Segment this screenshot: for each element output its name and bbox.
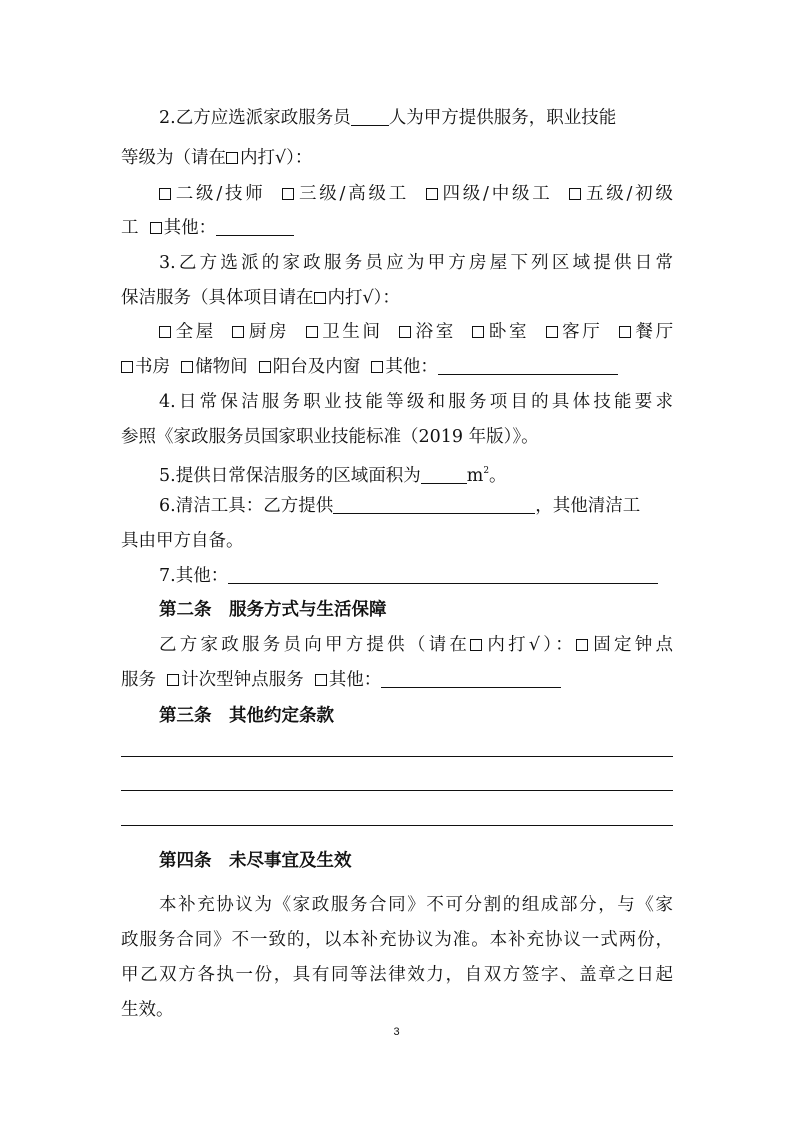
- checkbox-study[interactable]: [121, 361, 133, 373]
- item6-line2: 具由甲方自备。: [121, 531, 244, 551]
- article3-heading: 第三条 其他约定条款: [159, 706, 334, 726]
- item4-line1: 4.日常保洁服务职业技能等级和服务项目的具体技能要求: [159, 392, 673, 412]
- checkbox-restroom[interactable]: [306, 326, 318, 338]
- item2-line1: 2.乙方应选派家政服务员 人为甲方提供服务，职业技能: [159, 108, 617, 128]
- checkbox-balcony[interactable]: [259, 361, 271, 373]
- article2-line1: 乙方家政服务员向甲方提供（请在 内打√）： 固定钟点: [159, 635, 673, 655]
- checkbox-service-other[interactable]: [315, 674, 327, 686]
- checkbox-level3[interactable]: [282, 188, 294, 200]
- checkbox-icon: [470, 639, 482, 651]
- checkbox-fixed-hourly[interactable]: [576, 639, 588, 651]
- checkbox-icon: [226, 152, 238, 164]
- article2-line2: 服务 计次型钟点服务 其他：: [121, 668, 673, 692]
- staff-count-blank[interactable]: [351, 107, 389, 126]
- checkbox-bedroom[interactable]: [472, 326, 484, 338]
- checkbox-living-room[interactable]: [546, 326, 558, 338]
- checkbox-level5[interactable]: [569, 188, 581, 200]
- checkbox-kitchen[interactable]: [232, 326, 244, 338]
- terms-line-2[interactable]: [121, 790, 673, 791]
- terms-line-3[interactable]: [121, 825, 673, 826]
- area-options-row1: 全屋 厨房 卫生间 浴室 卧室 客厅 餐厅: [159, 320, 673, 344]
- checkbox-dining-room[interactable]: [619, 326, 631, 338]
- page-number: 3: [393, 1026, 400, 1038]
- checkbox-level4[interactable]: [426, 188, 438, 200]
- item7-line: 7.其他：: [159, 564, 673, 588]
- tools-blank[interactable]: [333, 495, 535, 514]
- article4-line3: 甲乙双方各执一份，具有同等法律效力，自双方签字、盖章之日起: [121, 965, 673, 985]
- checkbox-whole-house[interactable]: [159, 326, 171, 338]
- checkbox-bathroom[interactable]: [399, 326, 411, 338]
- article4-line2: 政服务合同》不一致的，以本补充协议为准。本补充协议一式两份，: [121, 930, 673, 950]
- area-size-blank[interactable]: [421, 465, 467, 484]
- checkbox-icon: [314, 292, 326, 304]
- item4-line2: 参照《家政服务员国家职业技能标准（2019 年版）》。: [121, 427, 539, 447]
- article2-heading: 第二条 服务方式与生活保障: [159, 600, 387, 620]
- checkbox-level-other[interactable]: [150, 222, 162, 234]
- item3-line1: 3.乙方选派的家政服务员应为甲方房屋下列区域提供日常: [159, 253, 673, 273]
- skill-level-options: 二级/技师 三级/高级工 四级/中级工 五级/初级: [159, 182, 673, 206]
- item6-line1: 6.清洁工具：乙方提供 ，其他清洁工: [159, 496, 641, 516]
- checkbox-area-other[interactable]: [371, 361, 383, 373]
- item2-line2: 等级为（请在 内打√）：: [121, 148, 313, 168]
- item5-line: 5.提供日常保洁服务的区域面积为 $m^2$。: [159, 466, 507, 486]
- checkbox-level2[interactable]: [159, 188, 171, 200]
- checkbox-per-visit[interactable]: [167, 674, 179, 686]
- service-other-blank[interactable]: [381, 669, 561, 688]
- terms-line-1[interactable]: [121, 756, 673, 757]
- article4-line4: 生效。: [121, 1000, 174, 1020]
- area-options-row2: 书房 储物间 阳台及内窗 其他：: [121, 355, 673, 379]
- level-other-blank[interactable]: [216, 217, 294, 236]
- item3-line2: 保洁服务（具体项目请在 内打√）：: [121, 288, 400, 308]
- checkbox-storage[interactable]: [181, 361, 193, 373]
- article4-heading: 第四条 未尽事宜及生效: [159, 851, 352, 871]
- article4-line1: 本补充协议为《家政服务合同》不可分割的组成部分，与《家: [159, 895, 673, 915]
- area-other-blank[interactable]: [438, 356, 618, 375]
- item7-other-blank[interactable]: [228, 565, 658, 584]
- skill-level-options-cont: 工 其他：: [121, 216, 673, 240]
